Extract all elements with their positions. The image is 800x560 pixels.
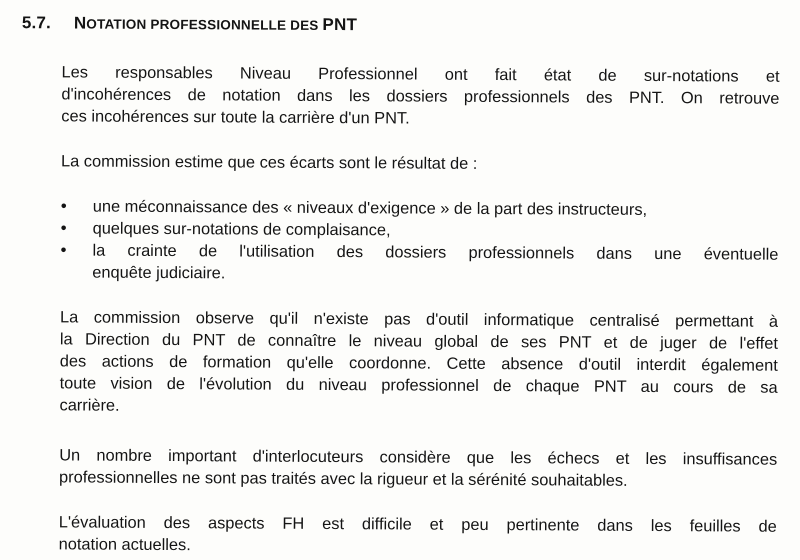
paragraph-outil-informatique <box>59 306 778 420</box>
section-title-initial: N <box>73 13 87 33</box>
section-title-rest: OTATION PROFESSIONNELLE DES <box>86 16 323 33</box>
paragraph-commission-estime <box>61 150 779 176</box>
section-number: 5.7. <box>21 13 52 33</box>
paragraph-line: L'évaluation des aspects FH est difficile et peu pertinente dans les feuilles de <box>58 513 777 536</box>
bullet-marker: • <box>60 218 67 238</box>
bullet-line: une méconnaissance des « niveaux d'exigence » de la part des instructeurs, <box>92 197 648 219</box>
paragraph-line: ces incohérences sur toute la carrière d'un PNT. <box>61 107 410 128</box>
bullet-item <box>60 239 778 287</box>
paragraph-line: notation actuelles. <box>58 535 191 555</box>
paragraph-evaluation-fh <box>59 511 777 559</box>
bullet-marker: • <box>60 240 67 260</box>
paragraph-echecs-insuffisances <box>59 444 777 492</box>
paragraph-line: d'incohérences de notation dans les dossiers professionnels des PNT. On retrouve <box>61 85 780 108</box>
paragraph-line: La commission estime que ces écarts sont le résultat de : <box>60 152 478 173</box>
causes-bullet-list <box>60 195 779 287</box>
section-title-pnt: PNT <box>322 14 358 35</box>
paragraph-line: La commission observe qu'il n'existe pas d'outil informatique centralisé permettant à <box>60 308 779 331</box>
bullet-marker: • <box>60 196 67 216</box>
paragraph-line: professionnelles ne sont pas traités avec la rigueur et la sérénité souhaitables. <box>59 468 628 490</box>
section-heading <box>22 13 357 35</box>
bullet-line: enquête judiciaire. <box>92 263 226 283</box>
paragraph-sur-notations <box>61 61 779 131</box>
bullet-line: la crainte de l'utilisation des dossiers professionnels dans une éventuelle <box>92 241 779 264</box>
paragraph-line: Les responsables Niveau Professionnel ont fait état de sur-notations et <box>61 63 780 86</box>
bullet-line: quelques sur-notations de complaisance, <box>92 219 391 240</box>
paragraph-line: Un nombre important d'interlocuteurs considère que les échecs et les insuffisances <box>59 446 778 469</box>
paragraph-line: des actions de formation qu'elle coordonne. Cette absence d'outil interdit également <box>59 352 778 375</box>
paragraph-line: carrière. <box>59 396 120 415</box>
paragraph-line: toute vision de l'évolution du niveau professionnel de chaque PNT au cours de sa <box>59 374 778 397</box>
paragraph-line: la Direction du PNT de connaître le niveau global de ses PNT et de juger de l'effet <box>59 330 778 353</box>
